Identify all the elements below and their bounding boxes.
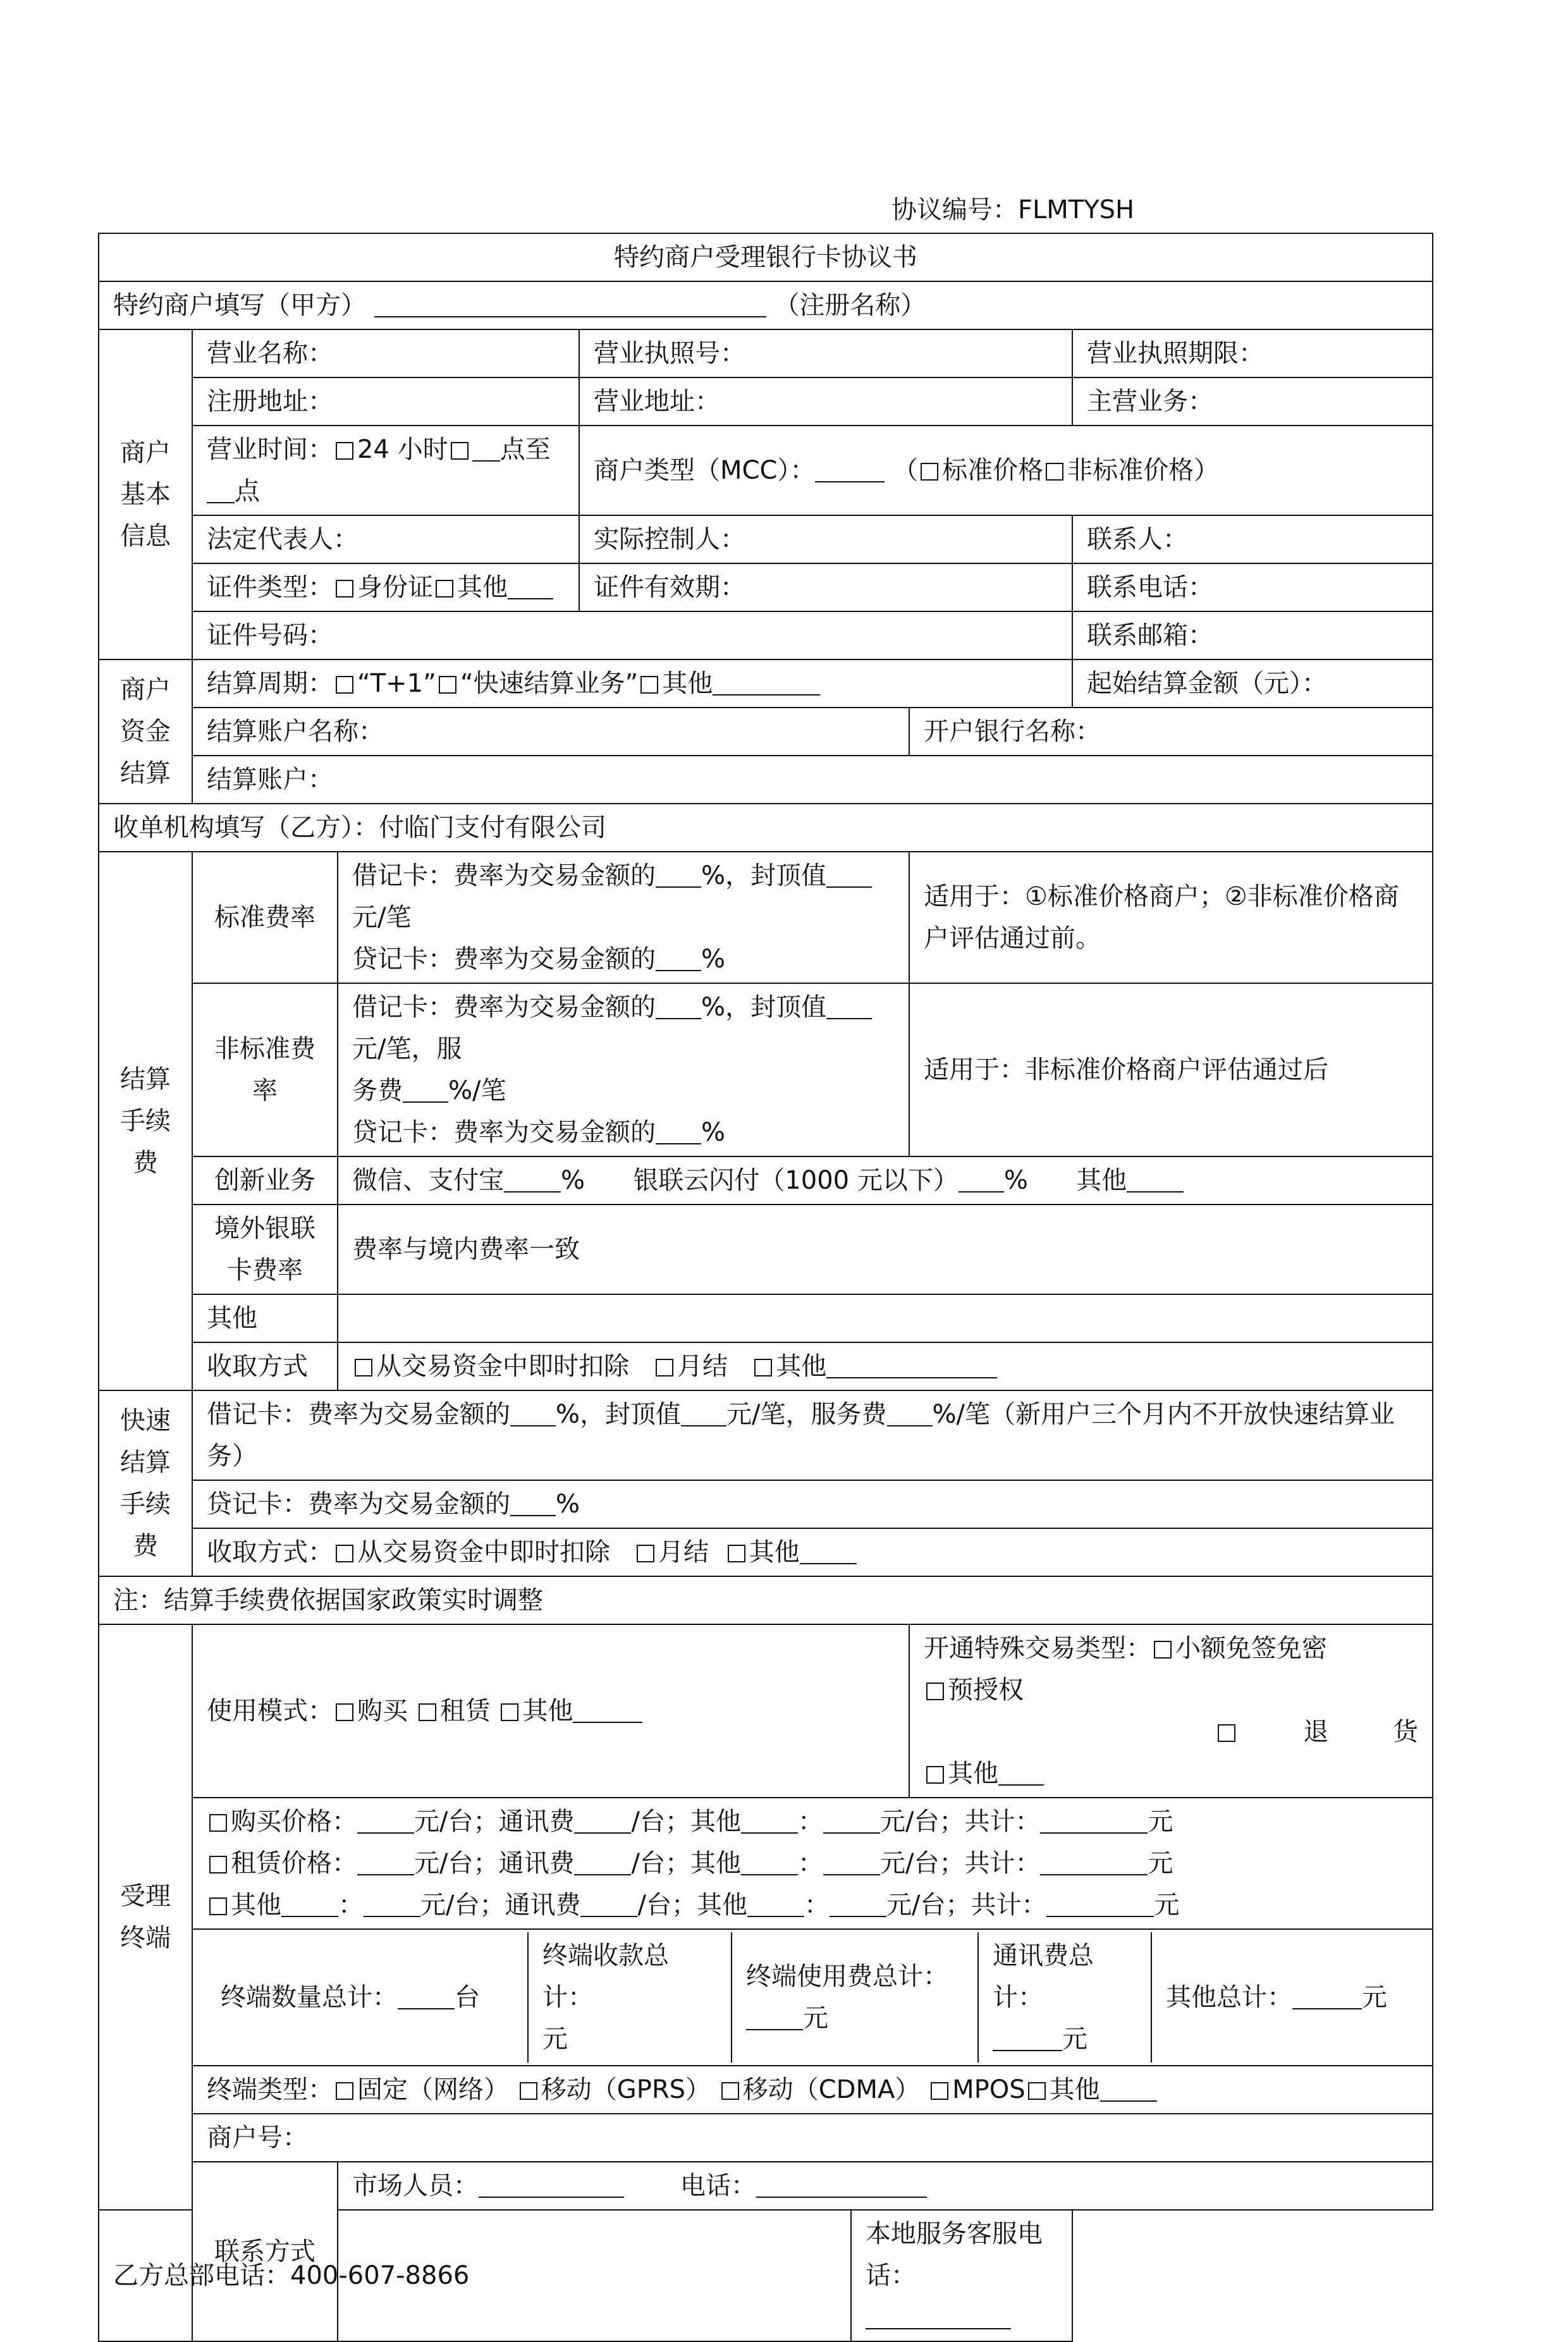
type-other-field[interactable] xyxy=(1100,2075,1157,2102)
per-unit-label: 元/台；通讯费 xyxy=(414,1807,575,1836)
count-unit: 台 xyxy=(455,1983,480,2012)
other-total-label: 其他总计： xyxy=(1166,1983,1292,2012)
unionpay-label: 银联云闪付（1000 元以下） xyxy=(633,1166,959,1195)
cycle-other-checkbox[interactable] xyxy=(640,676,658,694)
contact-phone-field[interactable]: 联系电话： xyxy=(1072,563,1433,611)
slash-unit-label: /台；其他 xyxy=(631,1807,741,1836)
return-label-1: 退 xyxy=(1303,1717,1329,1746)
special-label: 开通特殊交易类型： xyxy=(924,1634,1151,1663)
colon: ： xyxy=(338,1891,364,1920)
fast-settle-label: “快速结算业务” xyxy=(460,669,639,698)
legal-rep-field[interactable]: 法定代表人： xyxy=(192,515,579,563)
fast-other-label: 其他 xyxy=(749,1538,800,1567)
fast-credit-pct: % xyxy=(556,1490,580,1519)
std-credit-pct: % xyxy=(701,945,726,974)
party-b-row: 收单机构填写（乙方）：付临门支付有限公司 xyxy=(99,804,1433,852)
mcc-label: 商户类型（MCC）： xyxy=(594,456,816,485)
hq-phone: 乙方总部电话：400-607-8866 xyxy=(99,2210,851,2341)
payment-total-cell xyxy=(528,1932,732,2063)
yuan: 元 xyxy=(1362,1983,1387,2012)
other-total-field[interactable] xyxy=(1292,1983,1362,2009)
agreement-number: 协议编号：FLMTYSH xyxy=(891,195,1135,224)
comm-fee-label: 通讯费总计： xyxy=(993,1941,1094,2012)
other-name-field[interactable] xyxy=(281,1891,338,1917)
note-row: 注：结算手续费依据国家政策实时调整 xyxy=(99,1576,1433,1624)
std-credit-label: 贷记卡：费率为交易金额的 xyxy=(352,945,656,974)
buy-total-field[interactable] xyxy=(1040,1807,1148,1834)
lease-other-field[interactable] xyxy=(823,1849,880,1875)
cycle-other-label: 其他 xyxy=(662,669,713,698)
nonstd-service-label: 务费 xyxy=(352,1076,403,1105)
id-type-cell xyxy=(192,563,579,611)
nonstd-credit-pct: % xyxy=(701,1118,726,1147)
wechat-pct: % xyxy=(561,1166,585,1195)
nonstd-debit-label: 借记卡：费率为交易金额的 xyxy=(352,993,656,1022)
nonstandard-rate-cell xyxy=(338,983,909,1156)
mpos-checkbox[interactable] xyxy=(931,2082,948,2100)
usage-fee-field[interactable] xyxy=(746,2004,803,2030)
innovation-cell xyxy=(338,1156,1433,1205)
fees-other-label: 其他 xyxy=(192,1294,338,1342)
yuan: 元 xyxy=(803,2004,828,2033)
payment-total-label: 终端收款总计： xyxy=(542,1941,669,2012)
std-price-label: 标准价格 xyxy=(942,456,1044,485)
buy-label: 购买 xyxy=(357,1696,408,1726)
price-row-buy xyxy=(207,1801,1418,1842)
price-row-lease xyxy=(207,1842,1418,1884)
nonstd-credit-rate-field[interactable] xyxy=(656,1118,701,1144)
registered-name-field[interactable] xyxy=(374,291,766,317)
collect-instant-label: 从交易资金中即时扣除 xyxy=(376,1352,629,1381)
hours-to-label: 点 xyxy=(235,477,260,506)
overseas-label: 境外银联卡费率 xyxy=(192,1205,338,1294)
slash-unit-label: /台；其他 xyxy=(637,1891,747,1920)
usage-mode-cell xyxy=(192,1624,909,1798)
unionpay-rate-field[interactable] xyxy=(959,1166,1004,1192)
nonstd-price-checkbox[interactable] xyxy=(1046,463,1063,481)
fast-other-checkbox[interactable] xyxy=(728,1545,745,1562)
buy-price-label: 购买价格： xyxy=(231,1807,357,1836)
fast-other-field[interactable] xyxy=(800,1538,857,1564)
fast-per-txn-label: 元/笔，服务费 xyxy=(726,1400,887,1429)
cycle-other-field[interactable] xyxy=(713,669,820,696)
sales-phone-label: 电话： xyxy=(680,2171,757,2200)
party-a-label: 特约商户填写（甲方） xyxy=(113,291,366,320)
settlement-section: 商户资金结算 xyxy=(99,659,192,804)
main-business-field[interactable]: 主营业务： xyxy=(1072,377,1433,426)
special-other-label: 其他 xyxy=(948,1759,998,1788)
fast-monthly-label: 月结 xyxy=(658,1538,709,1567)
innovation-label: 创新业务 xyxy=(192,1156,338,1205)
lease-total-field[interactable] xyxy=(1040,1849,1148,1875)
fast-collect-label: 收取方式： xyxy=(207,1538,333,1567)
merchant-type-cell: 商户类型（MCC）： （ 标准价格 非标准价格） xyxy=(579,426,1433,515)
nonstd-price-label: 非标准价格 xyxy=(1067,456,1194,485)
yuan: 元 xyxy=(1148,1807,1173,1836)
special-other-checkbox[interactable] xyxy=(926,1766,944,1784)
fixed-label: 固定（网络） xyxy=(357,2075,509,2104)
merchant-no-field[interactable]: 商户号： xyxy=(192,2114,1433,2162)
fast-credit-cell xyxy=(192,1480,1433,1528)
terminal-count-cell xyxy=(207,1932,528,2063)
fast-service-field[interactable] xyxy=(887,1400,933,1426)
return-label-2: 货 xyxy=(1393,1717,1419,1746)
id-other-field[interactable] xyxy=(508,573,553,599)
terminal-section: 受理终端 xyxy=(99,1624,192,2210)
business-hours-cell xyxy=(192,426,579,515)
other-price-checkbox[interactable] xyxy=(209,1898,227,1915)
usage-fee-label: 终端使用费总计： xyxy=(746,1962,948,1991)
nonstd-service-field[interactable] xyxy=(403,1076,448,1103)
reg-address-field[interactable]: 注册地址： xyxy=(192,377,579,426)
fast-cap-label: %，封顶值 xyxy=(556,1400,682,1429)
id-valid-field[interactable]: 证件有效期： xyxy=(579,563,1072,611)
sales-phone-field[interactable] xyxy=(756,2171,927,2198)
form-title: 特约商户受理银行卡协议书 xyxy=(99,233,1433,281)
fast-collect-cell xyxy=(192,1528,1433,1576)
nonstandard-rate-label: 非标准费率 xyxy=(192,983,338,1156)
fees-other-field[interactable] xyxy=(338,1294,1433,1342)
yuan: 元 xyxy=(1148,1849,1173,1878)
other-total-field[interactable] xyxy=(1046,1891,1154,1917)
biz-address-field[interactable]: 营业地址： xyxy=(579,377,1072,426)
buy-other-field[interactable] xyxy=(823,1807,880,1834)
sales-label: 市场人员： xyxy=(352,2171,479,2200)
collect-cell xyxy=(338,1342,1433,1390)
type-other-checkbox[interactable] xyxy=(1028,2082,1046,2100)
collect-other-label: 其他 xyxy=(776,1352,827,1381)
other-total-cell xyxy=(1151,1932,1433,2063)
wechat-label: 微信、支付宝 xyxy=(352,1166,504,1195)
per-unit-label: 元/台；通讯费 xyxy=(414,1849,575,1878)
nonstd-per-txn-label: 元/笔，服 xyxy=(352,1034,462,1064)
special-other-field[interactable] xyxy=(998,1759,1044,1786)
lease-price-checkbox[interactable] xyxy=(209,1856,227,1873)
gprs-label: 移动（GPRS） xyxy=(541,2075,711,2104)
fast-cap-field[interactable] xyxy=(681,1400,726,1426)
colon: ： xyxy=(797,1807,823,1836)
nonstd-cap-field[interactable] xyxy=(826,993,872,1019)
standard-rate-cell xyxy=(338,852,909,983)
nonstd-applies-note: 适用于：非标准价格商户评估通过后 xyxy=(909,983,1433,1156)
terminal-type-cell xyxy=(192,2066,1433,2114)
id-card-label: 身份证 xyxy=(357,573,433,602)
lease-label: 租赁 xyxy=(439,1696,491,1726)
return-checkbox[interactable] xyxy=(1218,1724,1235,1742)
wechat-rate-field[interactable] xyxy=(504,1166,561,1192)
payment-yuan: 元 xyxy=(542,2025,568,2054)
other-comm-field[interactable] xyxy=(580,1891,637,1917)
contact-email-field[interactable]: 联系邮箱： xyxy=(1072,611,1433,659)
nonstd-service-unit: %/笔 xyxy=(448,1076,506,1105)
mode-other-field[interactable] xyxy=(573,1696,642,1723)
fees-section: 结算手续费 xyxy=(99,852,192,1390)
contact-section: 联系方式 xyxy=(192,2162,338,2341)
buy-comm-field[interactable] xyxy=(574,1807,631,1834)
account-field[interactable]: 结算账户： xyxy=(192,756,1433,804)
small-free-label: 小额免签免密 xyxy=(1175,1634,1327,1663)
fast-credit-label: 贷记卡：费率为交易金额的 xyxy=(207,1490,510,1519)
comm-fee-cell xyxy=(978,1932,1151,2063)
sales-field[interactable] xyxy=(479,2171,624,2198)
special-txn-cell xyxy=(909,1624,1433,1798)
totals-cell xyxy=(192,1929,1433,2066)
other-price-field[interactable] xyxy=(364,1891,420,1917)
hours-label: 营业时间： xyxy=(207,435,333,464)
lease-other-name-field[interactable] xyxy=(741,1849,798,1875)
preauth-checkbox[interactable] xyxy=(926,1683,944,1700)
title-row xyxy=(99,233,1433,281)
id-type-label: 证件类型： xyxy=(207,573,333,602)
license-no-field[interactable]: 营业执照号： xyxy=(579,329,1072,377)
lease-price-field[interactable] xyxy=(357,1849,414,1875)
cdma-label: 移动（CDMA） xyxy=(742,2075,921,2104)
cycle-label: 结算周期： xyxy=(207,669,333,698)
local-service-label: 本地服务客服电话： xyxy=(866,2219,1043,2290)
id-other-checkbox[interactable] xyxy=(436,580,453,598)
type-label: 终端类型： xyxy=(207,2075,333,2104)
bank-name-field[interactable]: 开户银行名称： xyxy=(909,708,1433,756)
buy-price-field[interactable] xyxy=(357,1807,414,1834)
fast-debit-rate-field[interactable] xyxy=(510,1400,556,1426)
std-cap-field[interactable] xyxy=(826,861,872,888)
license-term-field[interactable]: 营业执照期限： xyxy=(1072,329,1433,377)
hours-24-checkbox[interactable] xyxy=(336,442,353,460)
account-name-field[interactable]: 结算账户名称： xyxy=(192,708,909,756)
collect-monthly-checkbox[interactable] xyxy=(656,1359,673,1376)
party-a-suffix: （注册名称） xyxy=(774,291,926,320)
hours-to-field[interactable] xyxy=(207,477,235,503)
t1-label: “T+1” xyxy=(357,669,436,698)
mcc-field[interactable] xyxy=(815,456,885,482)
std-applies-note: 适用于：①标准价格商户；②非标准价格商户评估通过前。 xyxy=(909,852,1433,983)
collect-label: 收取方式 xyxy=(192,1342,338,1390)
id-other-label: 其他 xyxy=(457,573,508,602)
gprs-checkbox[interactable] xyxy=(520,2082,537,2100)
collect-other-checkbox[interactable] xyxy=(754,1359,772,1376)
buy-price-checkbox[interactable] xyxy=(209,1814,227,1832)
other-other-field[interactable] xyxy=(830,1891,886,1917)
fast-credit-rate-field[interactable] xyxy=(510,1490,556,1516)
buy-other-name-field[interactable] xyxy=(741,1807,798,1834)
collect-monthly-label: 月结 xyxy=(677,1352,728,1381)
basic-info-section: 商户基本信息 xyxy=(99,329,192,659)
fast-instant-checkbox[interactable] xyxy=(336,1545,353,1562)
total-label: 元/台；共计： xyxy=(886,1891,1047,1920)
t1-checkbox[interactable] xyxy=(336,676,353,694)
fast-settle-checkbox[interactable] xyxy=(439,676,456,694)
party-a-cell xyxy=(99,281,1433,329)
nonstd-cap-label: %，封顶值 xyxy=(701,993,827,1022)
local-service-cell xyxy=(851,2210,1072,2341)
innovation-other-field[interactable] xyxy=(1127,1166,1184,1192)
mpos-label: MPOS xyxy=(952,2075,1026,2104)
sales-cell xyxy=(338,2162,1433,2210)
std-cap-label: %，封顶值 xyxy=(701,861,827,890)
innovation-other-label: 其他 xyxy=(1076,1166,1127,1195)
mode-label: 使用模式： xyxy=(207,1696,333,1726)
total-label: 元/台；共计： xyxy=(879,1849,1041,1878)
std-per-txn-label: 元/笔 xyxy=(352,903,412,932)
other-price-label: 其他 xyxy=(231,1891,281,1920)
yuan: 元 xyxy=(1154,1891,1180,1920)
mode-other-label: 其他 xyxy=(522,1696,573,1726)
contact-field[interactable]: 联系人： xyxy=(1072,515,1433,563)
collect-instant-checkbox[interactable] xyxy=(355,1359,372,1376)
hours-custom-checkbox[interactable] xyxy=(451,442,469,460)
std-debit-rate-field[interactable] xyxy=(656,861,701,888)
count-label: 终端数量总计： xyxy=(221,1983,398,2012)
per-unit-label: 元/台；通讯费 xyxy=(420,1891,581,1920)
id-card-checkbox[interactable] xyxy=(336,580,353,598)
standard-rate-label: 标准费率 xyxy=(192,852,338,983)
hours-24-label: 24 小时 xyxy=(357,435,448,464)
fast-instant-label: 从交易资金中即时扣除 xyxy=(357,1538,610,1567)
comm-fee-field[interactable] xyxy=(993,2025,1062,2051)
fast-debit-cell xyxy=(192,1390,1433,1480)
buy-checkbox[interactable] xyxy=(336,1703,353,1721)
lease-price-label: 租赁价格： xyxy=(231,1849,357,1878)
merchant-agreement-form xyxy=(98,233,1433,2342)
local-service-field[interactable] xyxy=(866,2303,1011,2329)
price-row-other xyxy=(207,1884,1418,1926)
usage-fee-cell xyxy=(732,1932,978,2063)
slash-unit-label: /台；其他 xyxy=(631,1849,741,1878)
count-field[interactable] xyxy=(398,1983,455,2009)
price-rows-cell xyxy=(192,1798,1433,1929)
business-name-field[interactable]: 营业名称： xyxy=(192,329,579,377)
fast-debit-label: 借记卡：费率为交易金额的 xyxy=(207,1400,510,1429)
total-label: 元/台；共计： xyxy=(879,1807,1041,1836)
fixed-checkbox[interactable] xyxy=(336,2082,353,2100)
unionpay-pct: % xyxy=(1003,1166,1028,1195)
other-other-name-field[interactable] xyxy=(747,1891,804,1917)
cdma-checkbox[interactable] xyxy=(721,2082,739,2100)
party-a-row xyxy=(99,281,1433,329)
nonstd-debit-rate-field[interactable] xyxy=(656,993,701,1019)
type-other-label: 其他 xyxy=(1049,2075,1100,2104)
yuan: 元 xyxy=(1062,2025,1087,2054)
std-debit-label: 借记卡：费率为交易金额的 xyxy=(352,861,656,890)
fast-fee-section: 快速结算手续费 xyxy=(99,1390,192,1576)
lease-checkbox[interactable] xyxy=(419,1703,436,1721)
preauth-label: 预授权 xyxy=(948,1676,1024,1705)
fast-tail-label: %/笔（新用户三个月内不开放快速结算业务） xyxy=(207,1400,1395,1471)
colon: ： xyxy=(804,1891,830,1920)
nonstd-credit-label: 贷记卡：费率为交易金额的 xyxy=(352,1118,656,1147)
mode-other-checkbox[interactable] xyxy=(501,1703,518,1721)
lease-comm-field[interactable] xyxy=(574,1849,631,1875)
colon: ： xyxy=(797,1849,823,1878)
collect-other-field[interactable] xyxy=(826,1352,997,1378)
hours-from-field[interactable] xyxy=(472,435,500,462)
fast-monthly-checkbox[interactable] xyxy=(637,1545,654,1562)
start-amount-field[interactable]: 起始结算金额（元）： xyxy=(1072,659,1433,708)
controller-field[interactable]: 实际控制人： xyxy=(579,515,1072,563)
overseas-text: 费率与境内费率一致 xyxy=(338,1205,1433,1294)
id-number-field[interactable]: 证件号码： xyxy=(192,611,1072,659)
settlement-cycle-cell xyxy=(192,659,1072,708)
std-credit-rate-field[interactable] xyxy=(656,945,701,971)
small-free-checkbox[interactable] xyxy=(1154,1641,1172,1658)
hours-from-label: 点至 xyxy=(499,435,551,464)
std-price-checkbox[interactable] xyxy=(921,463,938,481)
